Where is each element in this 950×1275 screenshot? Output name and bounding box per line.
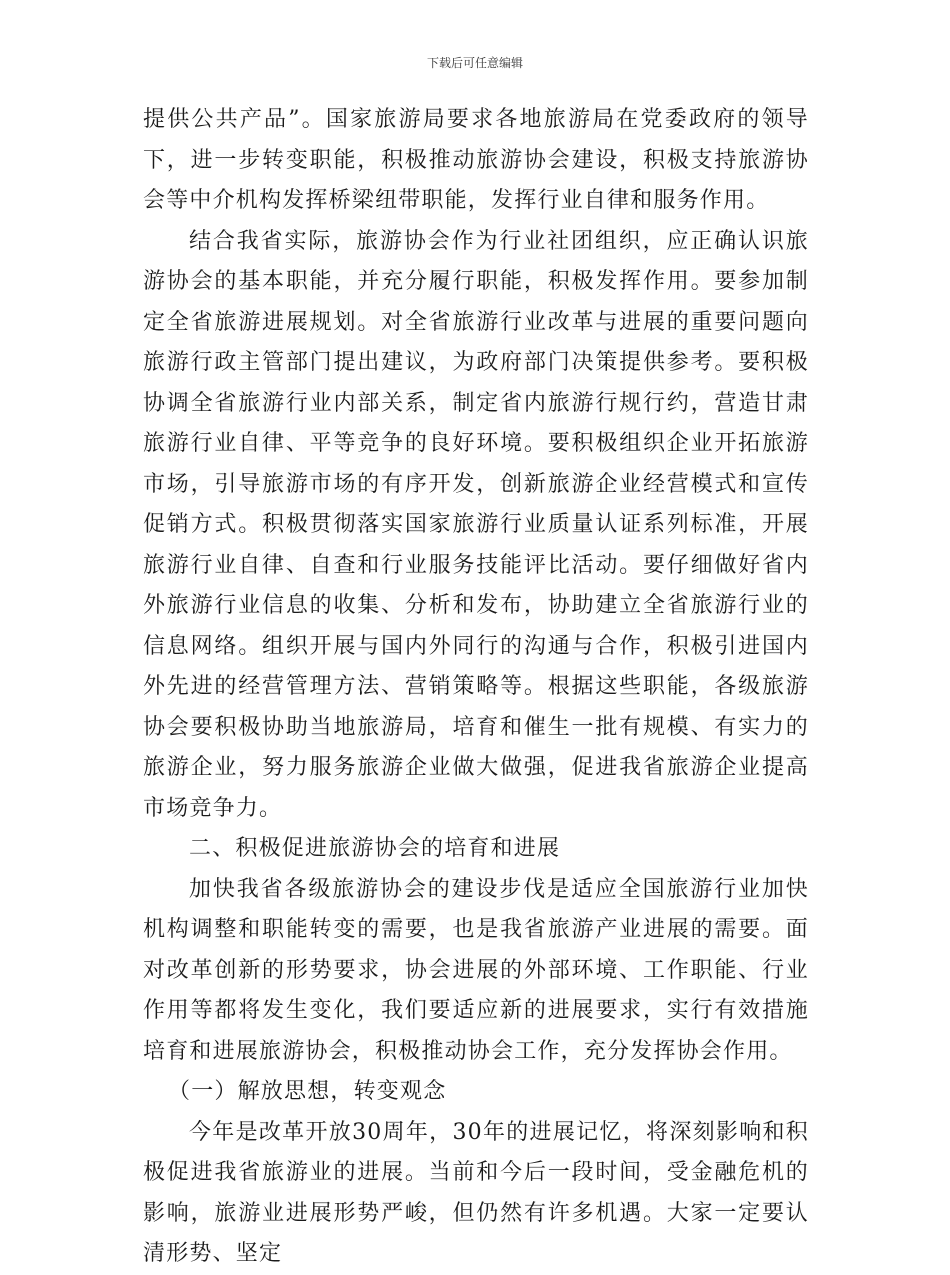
paragraph-association-development: 加快我省各级旅游协会的建设步伐是适应全国旅游行业加快机构调整和职能转变的需要，也是我省旅游产业进展的需要。面对改革创新的形势要求，协会进展的外部环境、工作职能、行业作用等都将发生变化，我们要适应新的进展要求，实行有效措施培育和进展旅游协会，积极推动协会工作，充分发挥协会作用。 <box>143 876 809 1064</box>
document-body <box>143 100 809 1275</box>
paragraph-reform-anniversary: 今年是改革开放30周年，30年的进展记忆，将深刻影响和积极促进我省旅游业的进展。当前和今后一段时间，受金融危机的影响，旅游业进展形势严峻，但仍然有许多机遇。大家一定要认清形势、坚定 <box>143 1119 809 1266</box>
paragraph-association-functions: 结合我省实际，旅游协会作为行业社团组织，应正确认识旅游协会的基本职能，并充分履行职能，积极发挥作用。要参加制定全省旅游进展规划。对全省旅游行业改革与进展的重要问题向旅游行政主管部门提出建议，为政府部门决策提供参考。要积极协调全省旅游行业内部关系，制定省内旅游行规行约，营造甘肃旅游行业自律、平等竞争的良好环境。要积极组织企业开拓旅游市场，引导旅游市场的有序开发，创新旅游企业经营模式和宣传促销方式。积极贯彻落实国家旅游行业质量认证系列标准，开展旅游行业自律、自查和行业服务技能评比活动。要仔细做好省内外旅游行业信息的收集、分析和发布，协助建立全省旅游行业的信息网络。组织开展与国内外同行的沟通与合作，积极引进国内外先进的经营管理方法、营销策略等。根据这些职能，各级旅游协会要积极协助当地旅游局，培育和催生一批有规模、有实力的旅游企业，努力服务旅游企业做大做强，促进我省旅游企业提高市场竞争力。 <box>143 228 809 821</box>
paragraph-continuation: 提供公共产品”。国家旅游局要求各地旅游局在党委政府的领导下，进一步转变职能，积极推动旅游协会建设，积极支持旅游协会等中介机构发挥桥梁纽带职能，发挥行业自律和服务作用。 <box>143 107 809 213</box>
subsection-heading-one: （一）解放思想，转变观念 <box>168 1079 447 1104</box>
page-header: 下载后可任意编辑 <box>426 56 523 70</box>
section-heading-two: 二、积极促进旅游协会的培育和进展 <box>189 836 561 861</box>
